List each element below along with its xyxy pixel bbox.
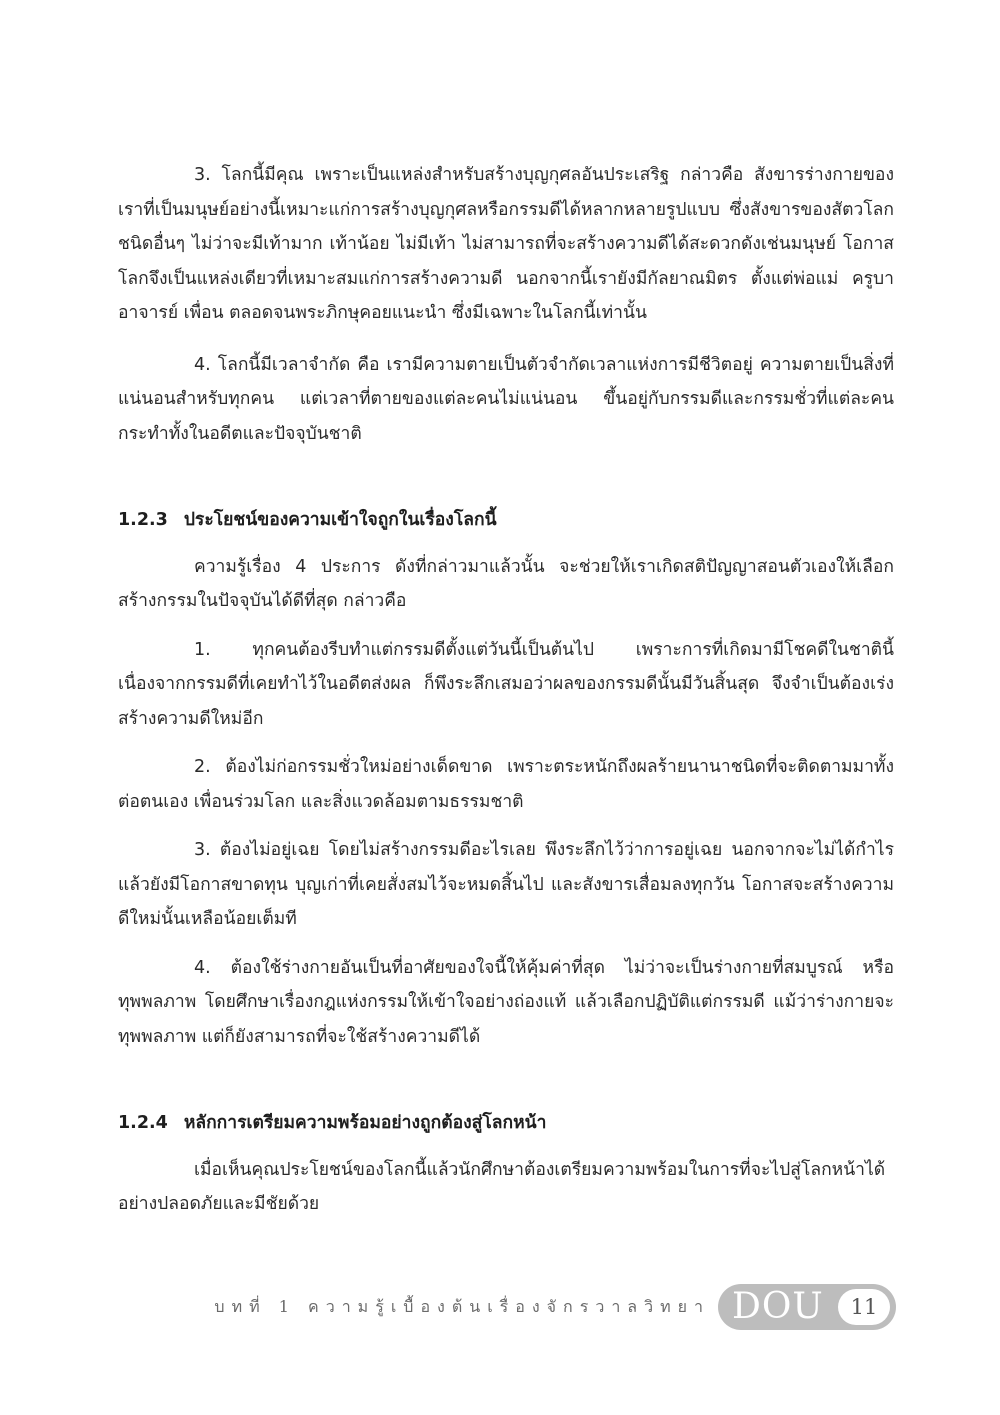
- paragraph-item-2: 2. ต้องไม่ก่อกรรมชั่วใหม่อย่างเด็ดขาด เพราะตระหนักถึงผลร้ายนานาชนิดที่จะติดตามมาทั้งต่อตนเอง เพื่อนร่วมโลก และสิ่งแวดล้อมตามธรรมชาติ: [118, 757, 894, 812]
- dou-logo: DOU: [732, 1286, 824, 1327]
- chapter-title: บทที่ 1 ความรู้เบื้องต้นเรื่องจักรวาลวิทยา: [214, 1297, 710, 1316]
- paragraph-world-merit: 3. โลกนี้มีคุณ เพราะเป็นแหล่งสำหรับสร้างบุญกุศลอันประเสริฐ กล่าวคือ สังขารร่างกายของเราที่เป็นมนุษย์อย่างนี้เหมาะแก่การสร้างบุญกุศลหรือกรรมดีได้หลากหลายรูปแบบ ซึ่งสังขารของสัตวโลกชนิดอื่นๆ ไม่ว่าจะมีเท้ามาก เท้าน้อย ไม่มีเท้า ไม่สามารถที่จะสร้างความดีได้สะดวกดังเช่นมนุษย์ โอกาสโลกจึงเป็นแหล่งเดียวที่เหมาะสมแก่การสร้างความดี นอกจากนี้เรายังมีกัลยาณมิตร ตั้งแต่พ่อแม่ ครูบาอาจารย์ เพื่อน ตลอดจนพระภิกษุคอยแนะนำ ซึ่งมีเฉพาะในโลกนี้เท่านั้น: [118, 165, 894, 323]
- paragraph-item-1: 1. ทุกคนต้องรีบทำแต่กรรมดีตั้งแต่วันนี้เป็นต้นไป เพราะการที่เกิดมามีโชคดีในชาตินี้ เนื่องจากกรรมดีที่เคยทำไว้ในอดีตส่งผล ก็พึงระลึกเสมอว่าผลของกรรมดีนั้นมีวันสิ้นสุด จึงจำเป็นต้องเร่งสร้างความดีใหม่อีก: [118, 639, 894, 729]
- paragraph-item-4: 4. ต้องใช้ร่างกายอันเป็นที่อาศัยของใจนี้ให้คุ้มค่าที่สุด ไม่ว่าจะเป็นร่างกายที่สมบูรณ์ หรือทุพพลภาพ โดยศึกษาเรื่องกฎแห่งกรรมให้เข้าใจอย่างถ่องแท้ แล้วเลือกปฏิบัติแต่กรรมดี แม้ว่าร่างกายจะทุพพลภาพ แต่ก็ยังสามารถที่จะใช้สร้างความดีได้: [118, 957, 894, 1047]
- section-number: 1.2.3: [118, 510, 168, 530]
- page-number: 11: [838, 1289, 890, 1325]
- section-title: หลักการเตรียมความพร้อมอย่างถูกต้องสู่โลกหน้า: [183, 1113, 547, 1133]
- section-heading-1-2-4: [118, 1106, 894, 1141]
- page-body: [118, 158, 894, 1239]
- paragraph-preparation: เมื่อเห็นคุณประโยชน์ของโลกนี้แล้วนักศึกษาต้องเตรียมความพร้อมในการที่จะไปสู่โลกหน้าได้อย่างปลอดภัยและมีชัยด้วย: [118, 1159, 886, 1214]
- section-title: ประโยชน์ของความเข้าใจถูกในเรื่องโลกนี้: [183, 510, 497, 530]
- section-heading-1-2-3: [118, 503, 894, 538]
- paragraph-intro: ความรู้เรื่อง 4 ประการ ดังที่กล่าวมาแล้วนั้น จะช่วยให้เราเกิดสติปัญญาสอนตัวเองให้เลือกสร้างกรรมในปัจจุบันได้ดีที่สุด กล่าวคือ: [118, 556, 894, 611]
- dou-badge: [718, 1284, 896, 1330]
- page-footer: [0, 1284, 1000, 1334]
- paragraph-item-3: 3. ต้องไม่อยู่เฉย โดยไม่สร้างกรรมดีอะไรเลย พึงระลึกไว้ว่าการอยู่เฉย นอกจากจะไม่ได้กำไรแล้วยังมีโอกาสขาดทุน บุญเก่าที่เคยสั่งสมไว้จะหมดสิ้นไป และสังขารเสื่อมลงทุกวัน โอกาสจะสร้างความดีใหม่นั้นเหลือน้อยเต็มที: [118, 840, 894, 929]
- paragraph-world-limited-time: 4. โลกนี้มีเวลาจำกัด คือ เรามีความตายเป็นตัวจำกัดเวลาแห่งการมีชีวิตอยู่ ความตายเป็นสิ่งที่แน่นอนสำหรับทุกคน แต่เวลาที่ตายของแต่ละคนไม่แน่นอน ขึ้นอยู่กับกรรมดีและกรรมชั่วที่แต่ละคนกระทำทั้งในอดีตและปัจจุบันชาติ: [118, 354, 894, 444]
- section-number: 1.2.4: [118, 1113, 168, 1133]
